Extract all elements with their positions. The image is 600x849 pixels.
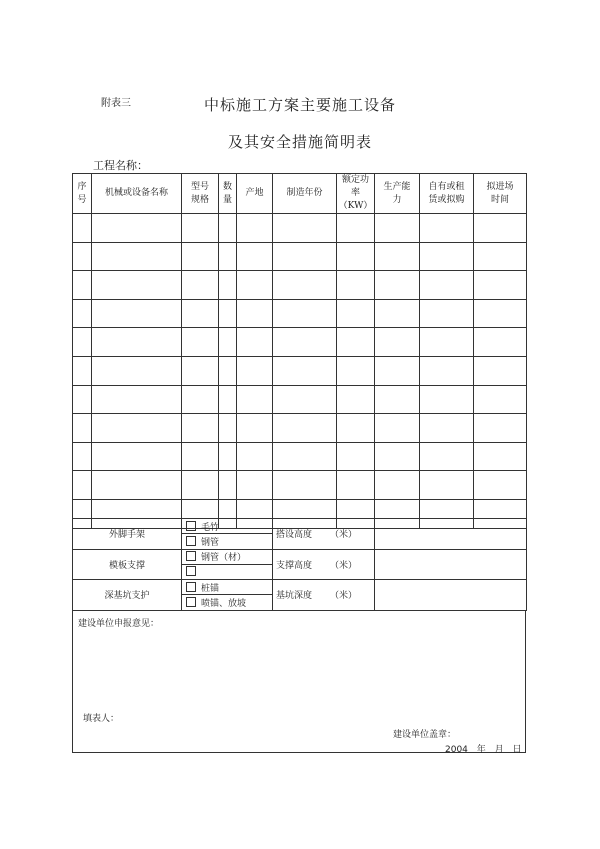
table-cell[interactable] (237, 328, 273, 357)
checkbox[interactable] (186, 551, 196, 561)
formwork-option-steel[interactable]: 钢管（材） (182, 549, 273, 564)
table-cell[interactable] (273, 242, 337, 271)
table-cell[interactable] (73, 385, 92, 414)
table-cell[interactable] (219, 471, 237, 500)
table-cell[interactable] (375, 214, 420, 243)
formwork-label: 模板支撑 (73, 549, 182, 580)
checkbox[interactable] (186, 582, 196, 592)
pit-depth-value[interactable] (375, 580, 527, 611)
table-cell[interactable] (474, 328, 527, 357)
table-cell[interactable] (337, 214, 375, 243)
table-row (73, 299, 527, 328)
table-cell[interactable] (474, 385, 527, 414)
table-cell[interactable] (337, 328, 375, 357)
filler-label: 填表人： (83, 714, 120, 724)
checkbox[interactable] (186, 521, 196, 531)
table-cell[interactable] (420, 242, 474, 271)
table-row (73, 328, 527, 357)
table-cell[interactable] (375, 385, 420, 414)
table-cell[interactable] (219, 242, 237, 271)
table-row (73, 442, 527, 471)
table-cell[interactable] (337, 385, 375, 414)
table-cell[interactable] (73, 299, 92, 328)
page-title: 中标施工方案主要施工设备 (203, 96, 396, 114)
table-cell[interactable] (237, 471, 273, 500)
seal-label: 建设单位盖章： (393, 730, 457, 740)
table-cell[interactable] (337, 299, 375, 328)
table-row (73, 385, 527, 414)
formwork-option-blank[interactable] (182, 564, 273, 579)
table-cell[interactable] (474, 356, 527, 385)
table-cell[interactable] (273, 414, 337, 443)
table-cell[interactable] (219, 385, 237, 414)
table-cell[interactable] (237, 242, 273, 271)
column-header: 机械或设备名称 (92, 174, 182, 214)
column-header: 型号 规格 (182, 174, 219, 214)
table-cell[interactable] (273, 328, 337, 357)
table-cell[interactable] (237, 299, 273, 328)
column-header: 拟进场 时间 (474, 174, 527, 214)
table-cell[interactable] (375, 299, 420, 328)
project-name-label: 工程名称： (93, 159, 148, 172)
table-cell[interactable] (474, 271, 527, 300)
table-cell[interactable] (237, 271, 273, 300)
table-cell[interactable] (182, 356, 219, 385)
appendix-label: 附表三 (101, 98, 131, 109)
opinion-section (72, 610, 526, 753)
table-cell[interactable] (273, 442, 337, 471)
table-cell[interactable] (219, 356, 237, 385)
table-cell[interactable] (73, 356, 92, 385)
column-header: 序 号 (73, 174, 92, 214)
table-cell[interactable] (182, 271, 219, 300)
table-cell[interactable] (375, 356, 420, 385)
table-cell[interactable] (273, 385, 337, 414)
scaffold-option-steel[interactable]: 钢管 (182, 534, 273, 549)
table-cell[interactable] (92, 214, 182, 243)
table-cell[interactable] (420, 356, 474, 385)
table-cell[interactable] (375, 271, 420, 300)
scaffold-height-cell: 搭设高度 （米） (273, 519, 375, 550)
opinion-label: 建设单位申报意见： (78, 619, 160, 629)
table-cell[interactable] (420, 385, 474, 414)
table-cell[interactable] (337, 414, 375, 443)
safety-measures-table (72, 518, 527, 611)
table-header-row (73, 174, 527, 214)
table-cell[interactable] (237, 385, 273, 414)
table-cell[interactable] (92, 299, 182, 328)
table-cell[interactable] (474, 471, 527, 500)
scaffold-option-bamboo[interactable]: 毛竹 (182, 519, 273, 534)
table-row (73, 471, 527, 500)
table-cell[interactable] (237, 414, 273, 443)
table-cell[interactable] (219, 414, 237, 443)
table-cell[interactable] (375, 414, 420, 443)
table-cell[interactable] (273, 471, 337, 500)
table-cell[interactable] (92, 328, 182, 357)
equipment-table (72, 173, 527, 529)
pit-option-anchor[interactable]: 桩锚 (182, 580, 273, 595)
table-cell[interactable] (182, 385, 219, 414)
column-header: 数 量 (219, 174, 237, 214)
table-cell[interactable] (420, 471, 474, 500)
column-header: 制造年份 (273, 174, 337, 214)
page-subtitle: 及其安全措施简明表 (227, 133, 372, 151)
table-cell[interactable] (73, 328, 92, 357)
checkbox[interactable] (186, 536, 196, 546)
table-cell[interactable] (92, 385, 182, 414)
table-cell[interactable] (73, 471, 92, 500)
table-cell[interactable] (182, 442, 219, 471)
table-cell[interactable] (420, 328, 474, 357)
table-cell[interactable] (420, 442, 474, 471)
table-cell[interactable] (92, 356, 182, 385)
table-cell[interactable] (182, 471, 219, 500)
table-cell[interactable] (273, 299, 337, 328)
table-cell[interactable] (73, 271, 92, 300)
table-cell[interactable] (474, 214, 527, 243)
scaffold-label: 外脚手架 (73, 519, 182, 550)
pit-support-label: 深基坑支护 (73, 580, 182, 611)
table-cell[interactable] (237, 356, 273, 385)
pit-depth-cell: 基坑深度 （米） (273, 580, 375, 611)
table-cell[interactable] (474, 242, 527, 271)
table-cell[interactable] (182, 242, 219, 271)
table-cell[interactable] (337, 356, 375, 385)
pit-option-spray[interactable]: 喷锚、放坡 (182, 595, 273, 610)
column-header: 额定功 率（KW） (337, 174, 375, 214)
table-cell[interactable] (375, 442, 420, 471)
table-cell[interactable] (92, 471, 182, 500)
formwork-height-value[interactable] (375, 549, 527, 580)
checkbox[interactable] (186, 597, 196, 607)
table-cell[interactable] (237, 442, 273, 471)
table-cell[interactable] (92, 442, 182, 471)
table-cell[interactable] (92, 414, 182, 443)
column-header: 生产能 力 (375, 174, 420, 214)
date-text: 2004 年 月 日 (445, 745, 522, 755)
column-header: 产地 (237, 174, 273, 214)
checkbox[interactable] (186, 566, 196, 576)
table-cell[interactable] (73, 414, 92, 443)
table-cell[interactable] (219, 299, 237, 328)
table-cell[interactable] (219, 442, 237, 471)
table-row (73, 414, 527, 443)
table-row (73, 271, 527, 300)
scaffold-height-value[interactable] (375, 519, 527, 550)
table-cell[interactable] (92, 242, 182, 271)
table-row (73, 242, 527, 271)
table-cell[interactable] (375, 242, 420, 271)
table-cell[interactable] (420, 214, 474, 243)
table-cell[interactable] (474, 414, 527, 443)
table-cell[interactable] (420, 414, 474, 443)
formwork-height-cell: 支撑高度 （米） (273, 549, 375, 580)
column-header: 自有或租 赁或拟购 (420, 174, 474, 214)
table-cell[interactable] (337, 242, 375, 271)
table-cell[interactable] (73, 242, 92, 271)
table-cell[interactable] (273, 356, 337, 385)
table-cell[interactable] (182, 299, 219, 328)
table-cell[interactable] (219, 214, 237, 243)
table-cell[interactable] (182, 214, 219, 243)
table-cell[interactable] (73, 214, 92, 243)
table-cell[interactable] (337, 442, 375, 471)
table-cell[interactable] (92, 271, 182, 300)
table-cell[interactable] (182, 414, 219, 443)
table-cell[interactable] (474, 442, 527, 471)
table-cell[interactable] (273, 271, 337, 300)
table-cell[interactable] (219, 328, 237, 357)
table-cell[interactable] (420, 299, 474, 328)
table-cell[interactable] (182, 328, 219, 357)
table-cell[interactable] (375, 471, 420, 500)
table-cell[interactable] (219, 271, 237, 300)
table-cell[interactable] (73, 442, 92, 471)
table-row (73, 356, 527, 385)
table-cell[interactable] (375, 328, 420, 357)
table-row (73, 214, 527, 243)
table-cell[interactable] (337, 271, 375, 300)
table-cell[interactable] (337, 471, 375, 500)
table-cell[interactable] (420, 271, 474, 300)
table-cell[interactable] (237, 214, 273, 243)
table-cell[interactable] (273, 214, 337, 243)
table-cell[interactable] (474, 299, 527, 328)
